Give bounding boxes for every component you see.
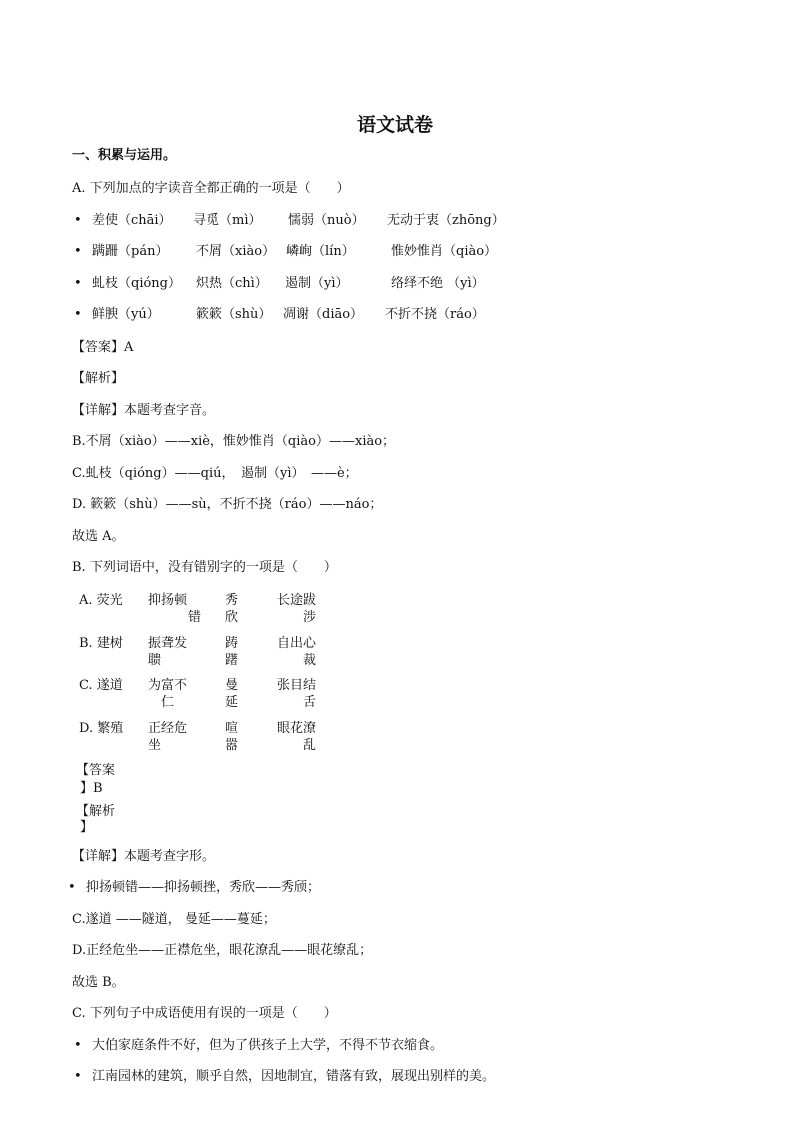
option-word: 差使（chāi） [92,213,172,228]
analysis-label-cont: 】 [80,820,94,835]
option-word: 簌簌（shù） [196,307,272,322]
table-cell [274,635,316,669]
cell-line: 眼花潦 [276,721,316,736]
cell-line: 张目结 [276,678,316,693]
cell-line: 坐 [148,738,162,753]
cell-line: 错 [188,610,202,625]
option-row [92,213,172,229]
option-sentence [92,1069,495,1085]
cell-line: 振聋发 [148,636,188,651]
cell-line: 裁 [302,653,316,668]
cell-line: 正经危 [148,721,188,736]
conclusion: 故选 B。 [72,975,125,990]
detail-label: 【详解】本题考查字音。 [72,403,216,418]
explanation-line: D. 簌簌（shù）——sù，不折不挠（ráo）——náo； [72,497,383,512]
explanation-text: 抑扬顿错——抑扬顿挫，秀欣——秀颀； [86,880,321,895]
analysis-label: 【解析】 [72,371,125,386]
page-title: 语文试卷 [357,114,434,136]
answer-label: 【答案】A [72,340,134,355]
option-sentence [92,1038,443,1054]
answer-label: 【答案 [76,763,116,778]
question-a-stem: A. 下列加点的字读音全都正确的一项是（ ） [72,181,350,196]
cell-line: 嚣 [225,738,239,753]
option-word: 寻觅（mì） [193,213,262,228]
explanation-line: C.虬枝（qióng）——qiú， 遏制（yì） ——è； [72,466,358,481]
option-word: 嶙峋（lín） [286,244,355,259]
option-row [92,307,160,323]
cell-line: 为富不 [148,678,188,693]
cell-line: 抑扬顿 [148,593,188,608]
answer-label-cont: 】B [80,781,103,796]
option-row [92,244,168,260]
option-word: 虬枝（qióng） [92,276,182,291]
cell-line: 躇 [225,653,239,668]
cell-line: 欣 [225,610,239,625]
table-cell [225,720,238,754]
cell-line: 乱 [302,738,316,753]
table-cell-label: A. 荧光 [79,593,123,608]
table-cell [148,677,187,711]
table-cell [274,677,316,711]
cell-line: 涉 [302,610,316,625]
option-word: 鲜腴（yú） [92,307,160,322]
explanation-line: D.正经危坐——正襟危坐，眼花潦乱——眼花缭乱； [72,943,373,958]
table-cell [274,720,316,754]
detail-label: 【详解】本题考查字形。 [72,849,216,864]
section-heading: 一、积累与运用。 [72,148,177,163]
option-word: 凋谢（diāo） [283,307,364,322]
table-cell-label: B. 建树 [79,636,123,651]
cell-line: 曼 [225,678,239,693]
option-word: 炽热（chì） [196,276,268,291]
option-row [92,276,181,292]
explanation-line: B.不屑（xiào）——xiè，惟妙惟肖（qiào）——xiào； [72,434,396,449]
explanation-line: C.遂道 ——隧道， 曼延——蔓延； [72,912,276,927]
option-word: 蹒跚（pán） [92,244,169,259]
cell-line: 自出心 [276,636,316,651]
option-word: 遏制（yì） [285,276,349,291]
option-text: 江南园林的建筑，顺乎自然，因地制宜，错落有致，展现出别样的美。 [92,1069,496,1084]
cell-line: 舌 [302,695,316,710]
option-word: 懦弱（nuò） [288,213,365,228]
table-cell [148,720,187,754]
cell-line: 仁 [161,695,175,710]
explanation-line [86,880,320,896]
conclusion: 故选 A。 [72,529,125,544]
cell-line: 喧 [225,721,239,736]
table-cell [225,592,238,626]
table-cell [148,635,187,669]
analysis-label: 【解析 [76,804,116,819]
question-c-stem: C. 下列句子中成语使用有误的一项是（ ） [72,1006,337,1021]
table-cell [225,635,238,669]
option-word: 不折不挠（ráo） [385,307,485,322]
cell-line: 聩 [148,653,162,668]
table-cell [148,592,201,626]
table-cell [225,677,238,711]
option-text: 大伯家庭条件不好，但为了供孩子上大学，不得不节衣缩食。 [92,1038,444,1053]
option-word: 无动于衷（zhōng） [387,213,505,228]
option-word: 惟妙惟肖（qiào） [391,244,498,259]
option-word: 络绎不绝 （yì） [391,276,485,291]
cell-line: 延 [225,695,239,710]
table-cell-label: D. 繁殖 [79,721,124,736]
cell-line: 踌 [225,636,239,651]
question-b-stem: B. 下列词语中，没有错别字的一项是（ ） [72,560,337,575]
table-cell-label: C. 遂道 [79,678,123,693]
cell-line: 长途跋 [276,593,316,608]
option-word: 不屑（xiào） [196,244,276,259]
cell-line: 秀 [225,593,239,608]
table-cell [274,592,316,626]
